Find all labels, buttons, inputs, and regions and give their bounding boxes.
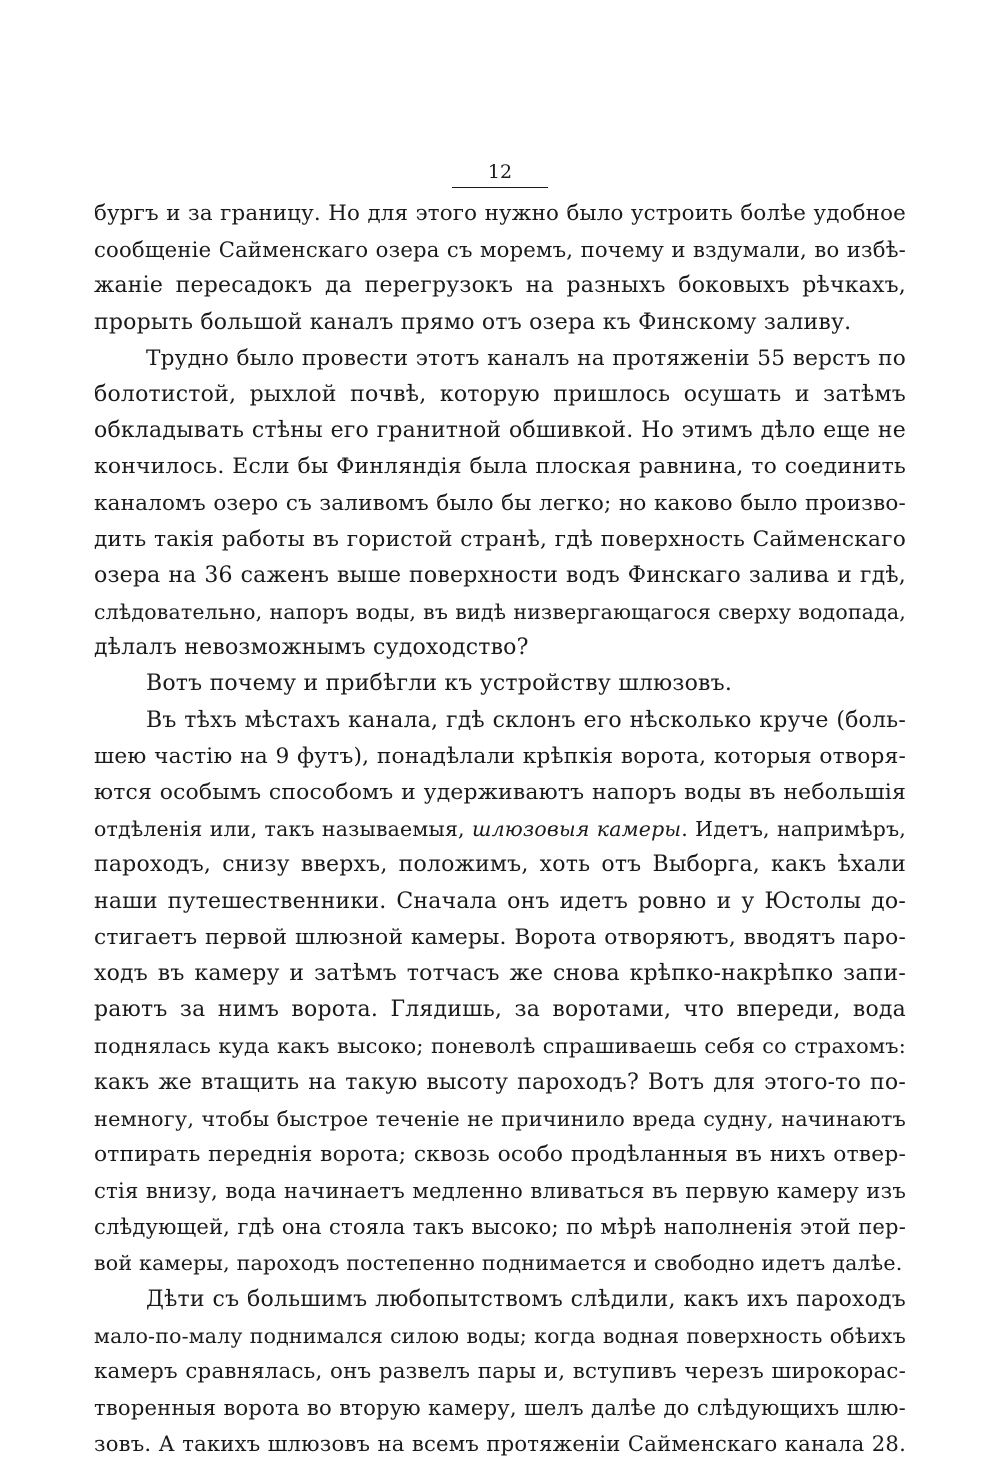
text-line: стигаетъ первой шлюзной камеры. Ворота отворяютъ, вводятъ паро-	[94, 924, 906, 950]
header-rule	[452, 187, 548, 188]
text-line: Вотъ почему и прибѣгли къ устройству шлюзовъ.	[146, 671, 733, 697]
text-line: мало-по-малу поднимался силою воды; когда водная поверхность обѣихъ	[94, 1323, 906, 1348]
text-line: озера на 36 саженъ выше поверхности водъ Финскаго залива и гдѣ,	[94, 562, 906, 588]
text-line: отпирать переднія ворота; сквозь особо продѣланныя въ нихъ отвер-	[94, 1141, 906, 1167]
text-line: Дѣти съ большимъ любопытствомъ слѣдили, какъ ихъ пароходъ	[146, 1286, 906, 1312]
text-segment: отдѣленія или, такъ называемыя,	[94, 817, 465, 842]
text-line: ходъ въ камеру и затѣмъ тотчасъ же снова крѣпко-накрѣпко запи-	[94, 960, 906, 986]
text-line-with-italic	[94, 811, 906, 847]
text-line: Трудно было провести этотъ каналъ на протяженіи 55 верстъ по	[146, 345, 906, 371]
text-line: обкладывать стѣны его гранитной обшивкой. Но этимъ дѣло еще не	[94, 418, 906, 444]
text-line: каналомъ озеро съ заливомъ было бы легко; но каково было произво-	[94, 490, 906, 516]
text-line: кончилось. Если бы Финляндія была плоская равнина, то соединить	[94, 454, 906, 480]
italic-term: шлюзовыя камеры	[472, 817, 682, 842]
text-line: творенныя ворота во вторую камеру, шелъ далѣе до слѣдующихъ шлю-	[94, 1395, 906, 1421]
text-line: болотистой, рыхлой почвѣ, которую пришлось осушать и затѣмъ	[94, 381, 906, 407]
text-line: зовъ. А такихъ шлюзовъ на всемъ протяженіи Сайменскаго канала 28.	[94, 1431, 906, 1457]
text-line: шею частію на 9 футъ), понадѣлали крѣпкія ворота, которыя отворя-	[94, 743, 906, 769]
text-line: слѣдующей, гдѣ она стояла такъ высоко; по мѣрѣ наполненія этой пер-	[94, 1214, 906, 1240]
text-line: слѣдовательно, напоръ воды, въ видѣ низвергающагося сверху водопада,	[94, 600, 906, 625]
text-line: какъ же втащить на такую высоту пароходъ? Вотъ для этого-то по-	[94, 1069, 906, 1095]
text-line: пароходъ, снизу вверхъ, положимъ, хоть отъ Выборга, какъ ѣхали	[94, 852, 906, 878]
text-line: раютъ за нимъ ворота. Глядишь, за воротами, что впереди, вода	[94, 997, 906, 1023]
text-line: Въ тѣхъ мѣстахъ канала, гдѣ склонъ его нѣсколько круче (боль-	[146, 707, 906, 733]
text-line: камеръ сравнялась, онъ развелъ пары и, вступивъ черезъ широкорас-	[94, 1359, 906, 1384]
text-line: вой камеры, пароходъ постепенно поднимается и свободно идетъ далѣе.	[94, 1251, 903, 1276]
body-text	[94, 196, 906, 1463]
text-line: поднялась куда какъ высоко; поневолѣ спрашиваешь себя со страхомъ:	[94, 1034, 906, 1059]
text-line: бургъ и за границу. Но для этого нужно было устроить болѣе удобное	[94, 201, 906, 226]
page-header	[450, 160, 550, 188]
text-line: жаніе пересадокъ да перегрузокъ на разныхъ боковыхъ рѣчкахъ,	[94, 273, 906, 299]
text-segment: . Идетъ, напримѣръ,	[681, 817, 906, 842]
text-line: немногу, чтобы быстрое теченіе не причинило вреда судну, начинаютъ	[94, 1106, 906, 1131]
text-line: прорыть большой каналъ прямо отъ озера къ Финскому заливу.	[94, 309, 852, 335]
text-line: стія внизу, вода начинаетъ медленно вливаться въ первую камеру изъ	[94, 1178, 906, 1204]
text-line: дить такія работы въ гористой странѣ, гдѣ поверхность Сайменскаго	[94, 526, 906, 552]
text-line: дѣлалъ невозможнымъ судоходство?	[94, 635, 529, 661]
text-line: ются особымъ способомъ и удерживаютъ напоръ воды въ небольшія	[94, 780, 906, 805]
text-line: сообщеніе Сайменскаго озера съ моремъ, почему и вздумали, во избѣ-	[94, 237, 906, 263]
page-number: 12	[487, 161, 513, 183]
text-line: наши путешественники. Сначала онъ идетъ ровно и у Юстолы до-	[94, 888, 906, 914]
